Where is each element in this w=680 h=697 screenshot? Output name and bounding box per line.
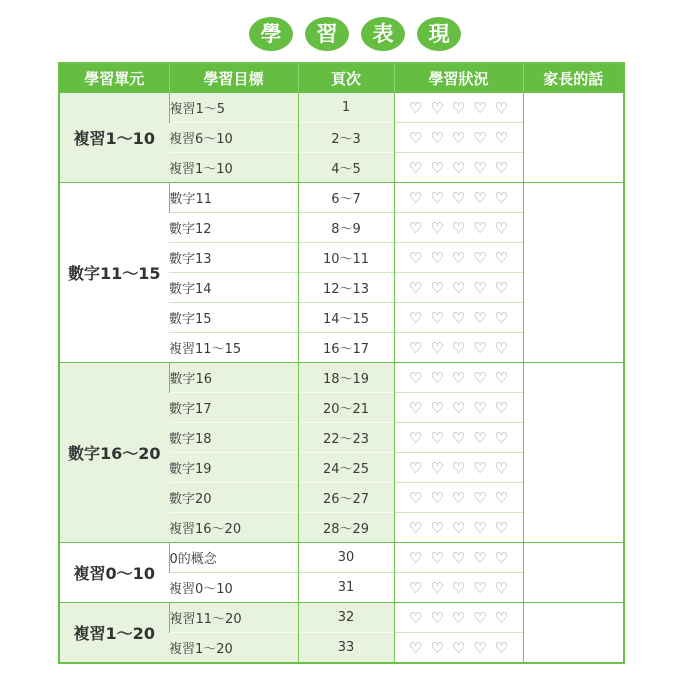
- page-cell: 33: [298, 633, 394, 664]
- status-cell: [394, 213, 523, 243]
- status-cell: [394, 483, 523, 513]
- status-cell: [394, 153, 523, 183]
- heart-rating-icons: ♡♡♡♡♡: [408, 189, 517, 207]
- goal-cell: 數字14: [169, 273, 298, 303]
- status-cell: [394, 243, 523, 273]
- column-header-unit: 學習單元: [59, 63, 169, 93]
- heart-rating-icons: ♡♡♡♡♡: [408, 399, 517, 417]
- column-header-status: 學習狀況: [394, 63, 523, 93]
- goal-cell: 數字20: [169, 483, 298, 513]
- heart-rating-icons: ♡♡♡♡♡: [408, 309, 517, 327]
- heart-rating-icons: ♡♡♡♡♡: [408, 159, 517, 177]
- page-cell: 32: [298, 603, 394, 633]
- status-cell: [394, 123, 523, 153]
- page-cell: 8～9: [298, 213, 394, 243]
- column-header-parent-note: 家長的話: [523, 63, 624, 93]
- goal-cell: 數字19: [169, 453, 298, 483]
- heart-rating-icons: ♡♡♡♡♡: [408, 549, 517, 567]
- title-badge-2: 習: [305, 17, 349, 51]
- performance-table: [58, 62, 625, 664]
- heart-rating-icons: ♡♡♡♡♡: [408, 609, 517, 627]
- goal-cell: 數字15: [169, 303, 298, 333]
- page-cell: 6～7: [298, 183, 394, 213]
- status-cell: [394, 423, 523, 453]
- heart-rating-icons: ♡♡♡♡♡: [408, 339, 517, 357]
- goal-cell: 數字17: [169, 393, 298, 423]
- title-badge-1: 學: [249, 17, 293, 51]
- status-cell: [394, 513, 523, 543]
- status-cell: [394, 603, 523, 633]
- page-title: [249, 17, 680, 51]
- column-header-page: 頁次: [298, 63, 394, 93]
- heart-rating-icons: ♡♡♡♡♡: [408, 489, 517, 507]
- header-row: [59, 63, 624, 93]
- status-cell: [394, 633, 523, 664]
- status-cell: [394, 573, 523, 603]
- page-cell: 4～5: [298, 153, 394, 183]
- goal-cell: 複習11～15: [169, 333, 298, 363]
- parent-note-cell: [523, 543, 624, 603]
- page-cell: 31: [298, 573, 394, 603]
- status-cell: [394, 363, 523, 393]
- unit-cell: 數字11～15: [59, 183, 169, 363]
- page-cell: 10～11: [298, 243, 394, 273]
- goal-cell: 數字16: [169, 363, 298, 393]
- page-cell: 12～13: [298, 273, 394, 303]
- heart-rating-icons: ♡♡♡♡♡: [408, 519, 517, 537]
- heart-rating-icons: ♡♡♡♡♡: [408, 459, 517, 477]
- status-cell: [394, 333, 523, 363]
- unit-cell: 複習0～10: [59, 543, 169, 603]
- goal-cell: 數字11: [169, 183, 298, 213]
- heart-rating-icons: ♡♡♡♡♡: [408, 369, 517, 387]
- goal-cell: 複習11～20: [169, 603, 298, 633]
- heart-rating-icons: ♡♡♡♡♡: [408, 129, 517, 147]
- heart-rating-icons: ♡♡♡♡♡: [408, 279, 517, 297]
- goal-cell: 0的概念: [169, 543, 298, 573]
- page-cell: 22～23: [298, 423, 394, 453]
- status-cell: [394, 183, 523, 213]
- goal-cell: 複習1～5: [169, 93, 298, 123]
- status-cell: [394, 393, 523, 423]
- heart-rating-icons: ♡♡♡♡♡: [408, 579, 517, 597]
- goal-cell: 複習1～10: [169, 153, 298, 183]
- page-cell: 26～27: [298, 483, 394, 513]
- heart-rating-icons: ♡♡♡♡♡: [408, 639, 517, 657]
- page-cell: 16～17: [298, 333, 394, 363]
- table-row: [59, 543, 624, 573]
- status-cell: [394, 303, 523, 333]
- goal-cell: 數字13: [169, 243, 298, 273]
- page-cell: 2～3: [298, 123, 394, 153]
- status-cell: [394, 273, 523, 303]
- title-badge-3: 表: [361, 17, 405, 51]
- unit-cell: 複習1～10: [59, 93, 169, 183]
- title-badge-4: 現: [417, 17, 461, 51]
- heart-rating-icons: ♡♡♡♡♡: [408, 99, 517, 117]
- unit-cell: 數字16～20: [59, 363, 169, 543]
- table-row: [59, 603, 624, 633]
- table-body: [59, 93, 624, 664]
- page-cell: 28～29: [298, 513, 394, 543]
- goal-cell: 複習1～20: [169, 633, 298, 664]
- page-cell: 30: [298, 543, 394, 573]
- heart-rating-icons: ♡♡♡♡♡: [408, 219, 517, 237]
- page-cell: 1: [298, 93, 394, 123]
- table-row: [59, 363, 624, 393]
- goal-cell: 複習16～20: [169, 513, 298, 543]
- table-head: [59, 63, 624, 93]
- status-cell: [394, 543, 523, 573]
- goal-cell: 複習6～10: [169, 123, 298, 153]
- page-cell: 14～15: [298, 303, 394, 333]
- unit-cell: 複習1～20: [59, 603, 169, 664]
- table-row: [59, 183, 624, 213]
- parent-note-cell: [523, 603, 624, 664]
- status-cell: [394, 93, 523, 123]
- page-cell: 24～25: [298, 453, 394, 483]
- heart-rating-icons: ♡♡♡♡♡: [408, 429, 517, 447]
- table-row: [59, 93, 624, 123]
- page-cell: 18～19: [298, 363, 394, 393]
- parent-note-cell: [523, 363, 624, 543]
- page-cell: 20～21: [298, 393, 394, 423]
- column-header-goal: 學習目標: [169, 63, 298, 93]
- status-cell: [394, 453, 523, 483]
- heart-rating-icons: ♡♡♡♡♡: [408, 249, 517, 267]
- goal-cell: 數字12: [169, 213, 298, 243]
- parent-note-cell: [523, 93, 624, 183]
- goal-cell: 複習0～10: [169, 573, 298, 603]
- parent-note-cell: [523, 183, 624, 363]
- goal-cell: 數字18: [169, 423, 298, 453]
